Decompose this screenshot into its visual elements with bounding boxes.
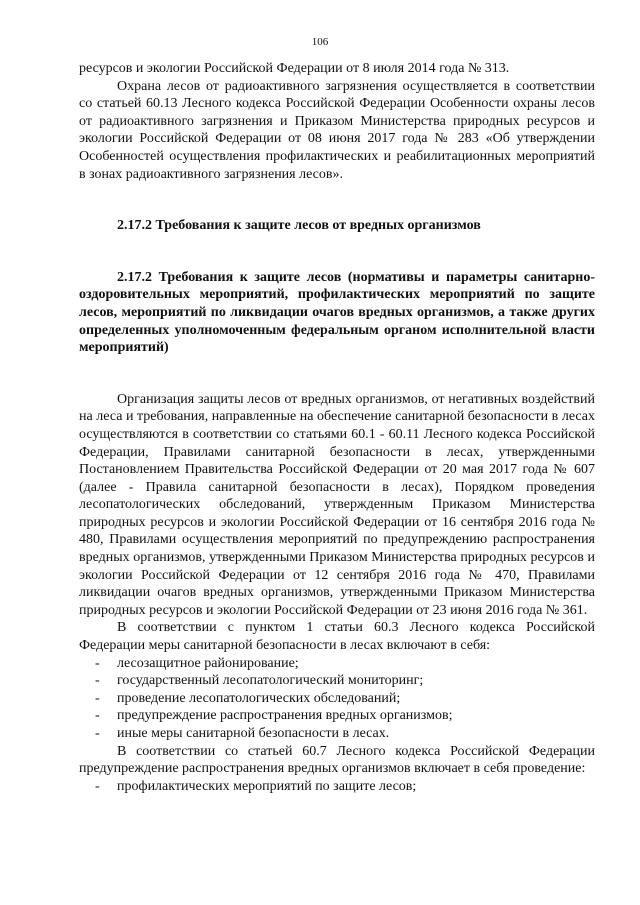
list-dash: - xyxy=(95,655,100,671)
page-number: 106 xyxy=(311,36,329,48)
document-body xyxy=(79,60,595,795)
list-item-text: проведение лесопатологических обследований; xyxy=(117,690,401,706)
list-item-text: профилактических мероприятий по защите лесов; xyxy=(117,778,417,794)
list-item xyxy=(79,725,595,743)
list-dash: - xyxy=(95,778,100,794)
paragraph-radiation: Охрана лесов от радиоактивного загрязнения осуществляется в соответствии со статьей 60.13 Лесного кодекса Российской Федерации Особенности охраны лесов от радиоактивного загрязнения и Приказом Министерства природных ресурсов и экологии Российской Федерации от 08 июня 2017 года № 283 «Об утверждении Особенностей осуществления профилактических и реабилитационных мероприятий в зонах радиоактивного загрязнения лесов». xyxy=(79,78,595,182)
paragraph-organization: Организация защиты лесов от вредных организмов, от негативных воздействий на леса и требования, направленные на обеспечение санитарной безопасности в лесах осуществляются в соответствии со статьями 60.1 - 60.11 Лесного кодекса Российской Федерации, Правилами санитарной безопасности в лесах, утвержденными Постановлением Правительства Российской Федерации от 20 мая 2017 года № 607 (далее - Правила санитарной безопасности в лесах), Порядком проведения лесопатологических обследований, утвержденным Приказом Министерства природных ресурсов и экологии Российской Федерации от 16 сентября 2016 года № 480, Правилами осуществления мероприятий по предупреждению распространения вредных организмов, утвержденными Приказом Министерства природных ресурсов и экологии Российской Федерации от 12 сентября 2016 года № 470, Правилами ликвидации очагов вредных организмов, утвержденными Приказом Министерства природных ресурсов и экологии Российской Федерации от 23 июня 2016 года № 361. xyxy=(79,391,595,618)
paragraph-prevention: В соответствии со статьей 60.7 Лесного кодекса Российской Федерации предупреждение распространения вредных организмов включает в себя проведение: xyxy=(79,743,595,777)
subsection-heading: 2.17.2 Требования к защите лесов (нормативы и параметры санитарно-оздоровительных мероприятий, профилактических мероприятий по защите лесов, мероприятий по ликвидации очагов вредных организмов, а также других определенных уполномоченным федеральным органом исполнительной власти мероприятий) xyxy=(79,269,595,356)
prevention-list xyxy=(79,778,595,796)
list-dash: - xyxy=(95,673,100,689)
list-item xyxy=(79,690,595,708)
section-heading: 2.17.2 Требования к защите лесов от вредных организмов xyxy=(117,218,481,234)
list-item-text: предупреждение распространения вредных организмов; xyxy=(117,708,453,724)
list-item-text: государственный лесопатологический мониторинг; xyxy=(117,673,424,689)
list-dash: - xyxy=(95,708,100,724)
list-item-text: иные меры санитарной безопасности в лесах. xyxy=(117,726,390,741)
list-item-text: лесозащитное районирование; xyxy=(117,655,299,671)
paragraph-continuation: ресурсов и экологии Российской Федерации от 8 июля 2014 года № 313. xyxy=(79,61,510,76)
list-item xyxy=(79,707,595,725)
list-item xyxy=(79,672,595,690)
paragraph-measures: В соответствии с пунктом 1 статьи 60.3 Лесного кодекса Российской Федерации меры санитарной безопасности в лесах включают в себя: xyxy=(79,620,595,654)
list-item xyxy=(79,778,595,796)
list-dash: - xyxy=(95,690,100,706)
list-item xyxy=(79,655,595,673)
measures-list xyxy=(79,655,595,743)
list-dash: - xyxy=(95,726,100,741)
